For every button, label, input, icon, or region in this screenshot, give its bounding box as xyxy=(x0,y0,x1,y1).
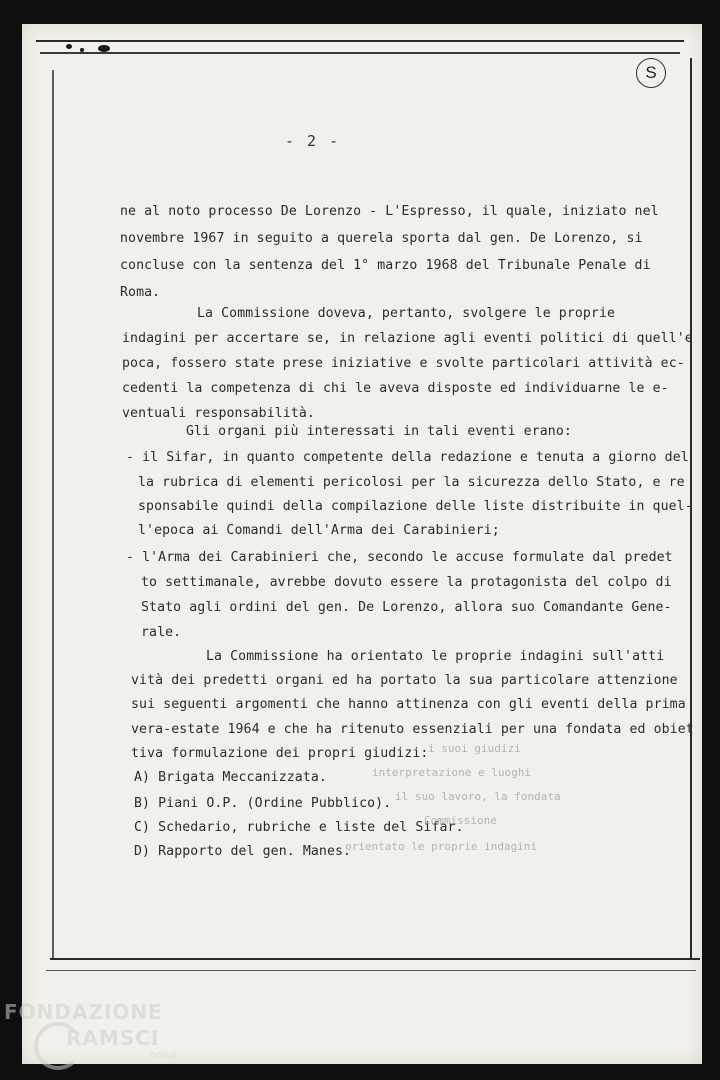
text-line: cedenti la competenza di chi le aveva disposte ed individuarne le e- xyxy=(122,381,669,396)
text-line: ne al noto processo De Lorenzo - L'Espresso, il quale, iniziato nel xyxy=(120,204,659,219)
page-border-bottom-inner xyxy=(46,970,696,971)
text-line: concluse con la sentenza del 1° marzo 1968 del Tribunale Penale di xyxy=(120,258,651,273)
list-item-b: B) Piani O.P. (Ordine Pubblico). xyxy=(134,796,392,811)
text-line: to settimanale, avrebbe dovuto essere la protagonista del colpo di xyxy=(141,575,672,590)
text-line: la rubrica di elementi pericolosi per la sicurezza dello Stato, e re xyxy=(138,475,685,490)
text-line: vità dei predetti organi ed ha portato la sua particolare attenzione xyxy=(131,673,678,688)
document-page xyxy=(22,24,702,1064)
list-item-c: C) Schedario, rubriche e liste del Sifar. xyxy=(134,820,464,835)
text-line: vera-estate 1964 e che ha ritenuto essenziali per una fondata ed obiet xyxy=(131,722,694,737)
text-line: sponsabile quindi della compilazione delle liste distribuite in quel- xyxy=(138,499,693,514)
text-line: Roma. xyxy=(120,285,161,300)
bleed-through-text: i suoi giudizi xyxy=(428,742,521,755)
watermark-line-1: FONDAZIONE xyxy=(4,1000,163,1024)
bleed-through-text: interpretazione e luoghi xyxy=(372,766,531,779)
text-line: Stato agli ordini del gen. De Lorenzo, allora suo Comandante Gene- xyxy=(141,600,672,615)
ink-speck xyxy=(66,44,72,49)
list-item-a: A) Brigata Meccanizzata. xyxy=(134,770,327,785)
circled-stamp: S xyxy=(636,58,666,88)
page-border-top-inner xyxy=(40,52,680,54)
text-line: novembre 1967 in seguito a querela sporta dal gen. De Lorenzo, si xyxy=(120,231,643,246)
text-line: La Commissione ha orientato le proprie indagini sull'atti xyxy=(206,649,665,664)
text-line: tiva formulazione dei propri giudizi: xyxy=(131,746,429,761)
text-line: indagini per accertare se, in relazione agli eventi politici di quell'e xyxy=(122,331,693,346)
watermark-line-2: RAMSCI xyxy=(66,1026,160,1050)
ink-speck xyxy=(98,45,110,52)
page-border-left xyxy=(52,70,54,960)
bleed-through-text: Commissione xyxy=(424,814,497,827)
text-line: Gli organi più interessati in tali eventi erano: xyxy=(186,424,572,439)
page-border-bottom xyxy=(50,958,700,960)
page-number: - 2 - xyxy=(285,132,341,150)
page-border-top xyxy=(36,40,684,42)
text-line: sui seguenti argomenti che hanno attinenza con gli eventi della prima xyxy=(131,697,686,712)
text-line: rale. xyxy=(141,625,182,640)
watermark-line-3: onlus xyxy=(150,1050,177,1061)
text-line: poca, fossero state prese iniziative e svolte particolari attività ec- xyxy=(122,356,685,371)
fondazione-gramsci-watermark xyxy=(4,1000,184,1072)
text-line: La Commissione doveva, pertanto, svolgere le proprie xyxy=(197,306,616,321)
list-item-d: D) Rapporto del gen. Manes. xyxy=(134,844,352,859)
bleed-through-text: il suo lavoro, la fondata xyxy=(395,790,561,803)
text-line: ventuali responsabilità. xyxy=(122,406,315,421)
bleed-through-text: orientato le proprie indagini xyxy=(345,840,538,853)
text-line: l'epoca ai Comandi dell'Arma dei Carabinieri; xyxy=(138,523,500,538)
text-line: - l'Arma dei Carabinieri che, secondo le accuse formulate dal predet xyxy=(126,550,673,565)
ink-speck xyxy=(80,48,84,52)
text-line: - il Sifar, in quanto competente della redazione e tenuta a giorno del xyxy=(126,450,689,465)
